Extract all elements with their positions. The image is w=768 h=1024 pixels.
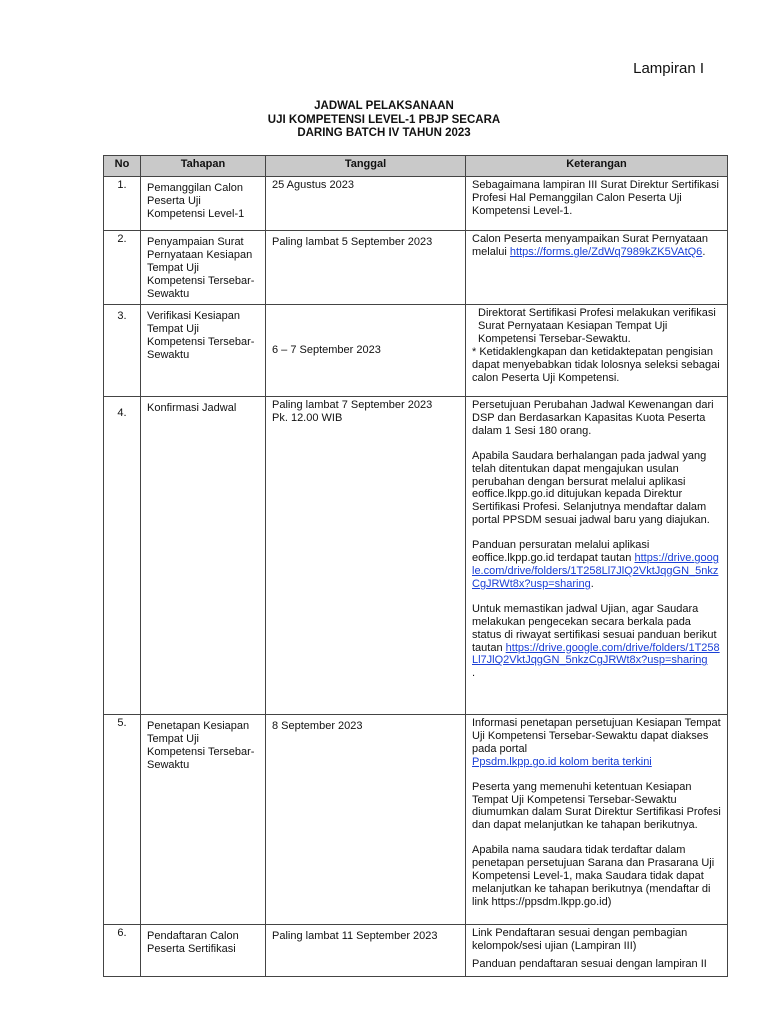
- header-tanggal: Tanggal: [266, 156, 466, 177]
- lampiran-label: Lampiran I: [633, 60, 704, 77]
- ket-text: Apabila Saudara berhalangan pada jadwal yang telah ditentukan dapat mengajukan usulan perubahan dengan bersurat melalui aplikasi eoffice.lkpp.go.id ditujukan kepada Direktur Sertifikasi Profesi. Selanjutnya mendaftar dalam portal PPSDM sesuai jadwal baru yang diajukan.: [472, 449, 710, 527]
- row-keterangan: [466, 231, 728, 305]
- table-row: [104, 397, 728, 715]
- row-number: 3.: [104, 305, 141, 397]
- row-number: 5.: [104, 715, 141, 925]
- row-tahapan: Penetapan Kesiapan Tempat Uji Kompetensi Tersebar-Sewaktu: [141, 715, 266, 925]
- row-tanggal: Paling lambat 5 September 2023: [266, 231, 466, 305]
- table-row: [104, 231, 728, 305]
- table-header-row: [104, 156, 728, 177]
- ket-text: Persetujuan Perubahan Jadwal Kewenangan dari DSP dan Berdasarkan Kapasitas Kuota Peserta dalam 1 Sesi 180 orang.: [472, 399, 714, 437]
- header-tahapan: Tahapan: [141, 156, 266, 177]
- row-tanggal: 6 – 7 September 2023: [266, 305, 466, 397]
- drive-link[interactable]: https://drive.google.com/drive/folders/1T258Ll7JlQ2VktJqgGN_5nkzCgJRWt8x?usp=sharing: [472, 552, 719, 590]
- row-keterangan: [466, 177, 728, 231]
- row-tahapan: Penyampaian Surat Pernyataan Kesiapan Tempat Uji Kompetensi Tersebar-Sewaktu: [141, 231, 266, 305]
- row-keterangan: [466, 925, 728, 977]
- row-tanggal: Paling lambat 11 September 2023: [266, 925, 466, 977]
- forms-link[interactable]: https://forms.gle/ZdWq7989kZK5VAtQ6: [509, 245, 703, 258]
- title-line-1: JADWAL PELAKSANAAN: [314, 100, 454, 112]
- ket-text: Panduan pendaftaran sesuai dengan lampiran II: [472, 957, 707, 970]
- document-title: [0, 100, 768, 141]
- table-row: [104, 925, 728, 977]
- ket-text: Panduan persuratan melalui aplikasi eoffice.lkpp.go.id terdapat tautan https://drive.google.com/drive/folders/1T258Ll7JlQ2VktJqgGN_5nkzCgJRWt8x?usp=sharing.: [472, 539, 719, 590]
- row-keterangan: [466, 305, 728, 397]
- row-tahapan: Pendaftaran Calon Peserta Sertifikasi: [141, 925, 266, 977]
- ket-text: Calon Peserta menyampaikan Surat Pernyataan melalui https://forms.gle/ZdWq7989kZK5VAtQ6.: [472, 233, 709, 258]
- row-number: 1.: [104, 177, 141, 231]
- drive-link[interactable]: https://drive.google.com/drive/folders/1T258Ll7JlQ2VktJqgGN_5nkzCgJRWt8x?usp=sharing: [472, 641, 720, 667]
- ket-text: Informasi penetapan persetujuan Kesiapan Tempat Uji Kompetensi Tersebar-Sewaktu dapat diakses pada portal Ppsdm.lkpp.go.id kolom berita terkini: [472, 717, 721, 768]
- ket-text: Untuk memastikan jadwal Ujian, agar Saudara melakukan pengecekan secara berkala pada status di riwayat sertifikasi sesuai panduan berikut tautan https://drive.google.com/drive/folders/1T258Ll7JlQ2VktJqgGN_5nkzCgJRWt8x?usp=sharing .: [472, 602, 720, 680]
- table-row: [104, 305, 728, 397]
- ket-text: Apabila nama saudara tidak terdaftar dalam penetapan persetujuan Sarana dan Prasarana Uji Kompetensi Level-1, maka Saudara tidak dapat melanjutkan ke tahapan berikutnya (mendaftar di link https://ppsdm.lkpp.go.id): [472, 844, 715, 908]
- schedule-table: [103, 155, 728, 977]
- row-number: 6.: [104, 925, 141, 977]
- row-tanggal: 25 Agustus 2023: [266, 177, 466, 231]
- title-line-3: DARING BATCH IV TAHUN 2023: [297, 127, 471, 139]
- row-number: 4.: [104, 397, 141, 715]
- row-keterangan: [466, 715, 728, 925]
- row-tahapan: Pemanggilan Calon Peserta Uji Kompetensi Level-1: [141, 177, 266, 231]
- row-number: 2.: [104, 231, 141, 305]
- ket-text: Sebagaimana lampiran III Surat Direktur Sertifikasi Profesi Hal Pemanggilan Calon Peserta Uji Kompetensi Level-1.: [472, 179, 719, 217]
- row-tahapan: Verifikasi Kesiapan Tempat Uji Kompetensi Tersebar-Sewaktu: [141, 305, 266, 397]
- row-tahapan: Konfirmasi Jadwal: [141, 397, 266, 715]
- ket-text: Direktorat Sertifikasi Profesi melakukan verifikasi Surat Pernyataan Kesiapan Tempat Uji Kompetensi Tersebar-Sewaktu.: [478, 307, 716, 345]
- table-row: [104, 715, 728, 925]
- row-keterangan: [466, 397, 728, 715]
- ket-text: Peserta yang memenuhi ketentuan Kesiapan Tempat Uji Kompetensi Tersebar-Sewaktu diumumkan dalam Surat Direktur Sertifikasi Profesi dan dapat melanjutkan ke tahapan berikutnya.: [472, 780, 721, 832]
- row-tanggal: Paling lambat 7 September 2023 Pk. 12.00 WIB: [266, 397, 466, 715]
- header-no: No: [104, 156, 141, 177]
- ppsdm-link[interactable]: Ppsdm.lkpp.go.id kolom berita terkini: [472, 755, 652, 768]
- header-keterangan: Keterangan: [466, 156, 728, 177]
- row-tanggal: 8 September 2023: [266, 715, 466, 925]
- title-line-2: UJI KOMPETENSI LEVEL-1 PBJP SECARA: [267, 113, 501, 126]
- table-row: [104, 177, 728, 231]
- ket-text: Link Pendaftaran sesuai dengan pembagian kelompok/sesi ujian (Lampiran III): [472, 927, 688, 952]
- ket-note: * Ketidaklengkapan dan ketidaktepatan pengisian dapat menyebabkan tidak lolosnya seleksi sebagai calon Peserta Uji Kompetensi.: [472, 345, 720, 384]
